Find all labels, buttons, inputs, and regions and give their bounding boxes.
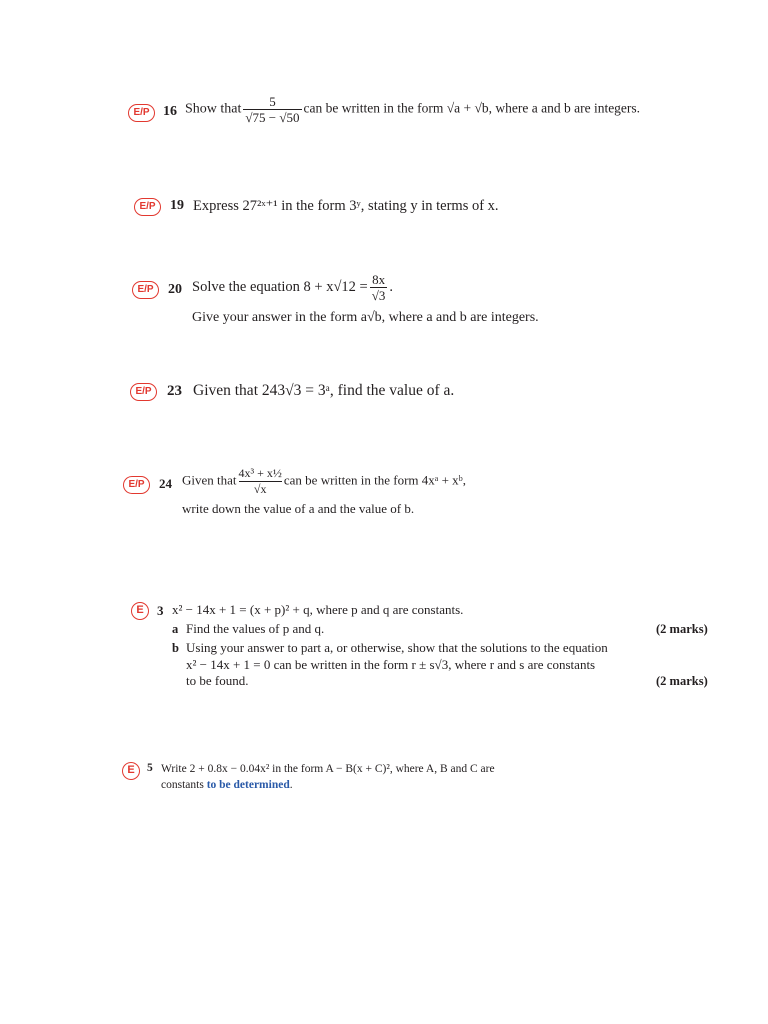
part-b-text-line1: Using your answer to part a, or otherwise, show that the solutions to the equation [186,640,608,655]
question-text: x² − 14x + 1 = (x + p)² + q, where p and q are constants. [172,602,464,617]
text-post: . [389,278,394,295]
text-pre: Solve the equation 8 + x√12 = [192,278,368,295]
question-text-line2 [161,776,293,794]
part-a-text: Find the values of p and q. [186,621,325,636]
question-text: Express 27²ˣ⁺¹ in the form 3ʸ, stating y in terms of x. [193,198,499,214]
part-b-text-line3: to be found. [186,673,249,688]
fraction-numerator: 4x³ + x½ [238,466,282,480]
question-text-line1: Write 2 + 0.8x − 0.04x² in the form A − B(x + C)², where A, B and C are [161,763,495,775]
highlighted-text: to be determined [206,779,290,791]
question-text [192,272,393,303]
ep-badge: E/P [134,198,161,216]
text-pre: Given that [182,472,237,488]
part-a-marks: (2 marks) [656,622,708,636]
question-text: Given that 243√3 = 3ᵃ, find the value of a. [193,382,455,399]
fraction [243,94,301,125]
ep-badge: E/P [123,476,150,494]
ep-badge: E/P [132,281,159,299]
fraction [239,466,282,497]
fraction-denominator: √x [239,481,282,497]
text-pre: Show that [185,101,242,117]
e-badge: E [122,762,140,780]
ep-badge: E/P [130,383,157,401]
fraction-numerator: 8x [372,272,386,287]
question-text [185,94,640,125]
fraction-numerator: 5 [269,94,276,109]
question-number: 24 [159,476,172,491]
question-text-line2: write down the value of a and the value of b. [182,501,415,516]
part-b-label: b [172,641,179,655]
question-number: 20 [168,282,182,297]
text-post: . [289,779,293,791]
question-number: 19 [170,198,184,213]
part-b-marks: (2 marks) [656,674,708,688]
e-badge: E [131,602,149,620]
question-number: 23 [167,383,182,399]
part-a-label: a [172,622,179,636]
question-number: 16 [163,104,177,119]
question-text-line2: Give your answer in the form a√b, where a and b are integers. [192,310,539,325]
text-pre: constants [161,779,207,791]
fraction-denominator: √75 − √50 [245,110,300,125]
text-post: can be written in the form 4xᵃ + xᵇ, [283,472,466,488]
fraction-denominator: √3 [371,288,386,303]
question-number: 5 [147,762,153,774]
fraction [370,272,388,303]
text-post: can be written in the form √a + √b, where a and b are integers. [303,100,641,116]
part-b-text-line2: x² − 14x + 1 = 0 can be written in the form r ± s√3, where r and s are constants [186,657,596,672]
question-text [182,466,466,497]
question-number: 3 [157,603,164,618]
ep-badge: E/P [128,104,155,122]
